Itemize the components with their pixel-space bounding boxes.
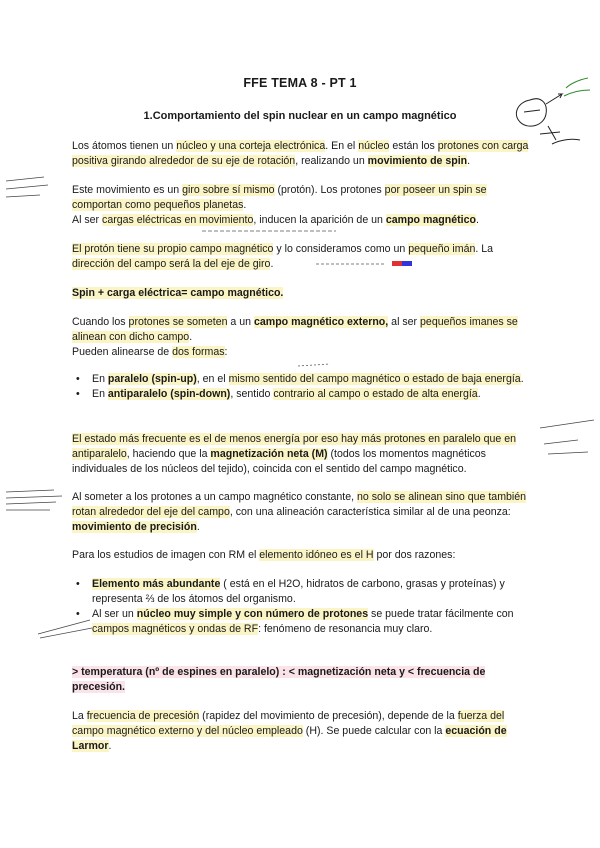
handwritten-note-small-icon [296, 360, 336, 370]
paragraph-2: Este movimiento es un giro sobre sí mismo (protón). Los protones por poseer un spin se comportan como pequeños planetas. Al ser cargas eléctricas en movimiento, inducen la aparición de un campo magnético. [72, 184, 487, 226]
paragraph-12: La frecuencia de precesión (rapidez del movimiento de precesión), depende de la fuerza del campo magnético externo y del núcleo empleado (H). Se puede calcular con la ecuación de Larmor. [72, 710, 507, 752]
paragraph-8: El estado más frecuente es el de menos energía por eso hay más protones en paralelo que en antiparalelo, haciendo que la magnetización neta (M) (todos los momentos magnéticos individuales de los núcleos del tejido), coincida con el sentido del campo magnético. [72, 433, 517, 475]
section-heading: 1.Comportamiento del spin nuclear en un campo magnético [143, 110, 457, 122]
paragraph-11: > temperatura (nº de espines en paralelo) : < magnetización neta y < frecuencia de precesión. [72, 666, 486, 693]
list-item: • Elemento más abundante ( está en el H2O, hidratos de carbono, grasas y proteínas) y representa ⅔ de los átomos del organismo. [72, 577, 532, 607]
paragraph-4: El protón tiene su propio campo magnético y lo consideramos como un pequeño imán. La dirección del campo será la del eje de giro. [72, 243, 494, 270]
list-item: • En antiparalelo (spin-down), sentido contrario al campo o estado de alta energía. [72, 387, 532, 402]
paragraph-1: Los átomos tienen un núcleo y una corteja electrónica. En el núcleo están los protones con carga positiva girando alrededor de su eje de rotación, realizando un movimiento de spin. [72, 140, 529, 167]
alignment-list [72, 372, 532, 402]
list-item: • En paralelo (spin-up), en el mismo sentido del campo magnético o estado de baja energía. [72, 372, 532, 387]
handwritten-note-left-2-icon [4, 488, 68, 516]
list-item: • Al ser un núcleo muy simple y con número de protones se puede tratar fácilmente con campos magnéticos y ondas de RF: fenómeno de resonancia muy claro. [72, 607, 532, 637]
paragraph-10: Para los estudios de imagen con RM el elemento idóneo es el H por dos razones: [72, 549, 456, 561]
paragraph-5: Spin + carga eléctrica= campo magnético. [72, 287, 284, 299]
handwritten-note-left-1-icon [4, 175, 64, 205]
reasons-list [72, 577, 532, 637]
paragraph-6: Cuando los protones se someten a un campo magnético externo, al ser pequeños imanes se alinean con dicho campo. Pueden alinearse de dos formas: [72, 316, 518, 358]
paragraph-9: Al someter a los protones a un campo magnético constante, no solo se alinean sino que también rotan alrededor del eje del campo, con una alineación característica similar al de una peonza: movimiento de precisión. [72, 491, 527, 533]
document-title: FFE TEMA 8 - PT 1 [243, 76, 357, 90]
handwritten-note-right-icon [538, 418, 598, 468]
